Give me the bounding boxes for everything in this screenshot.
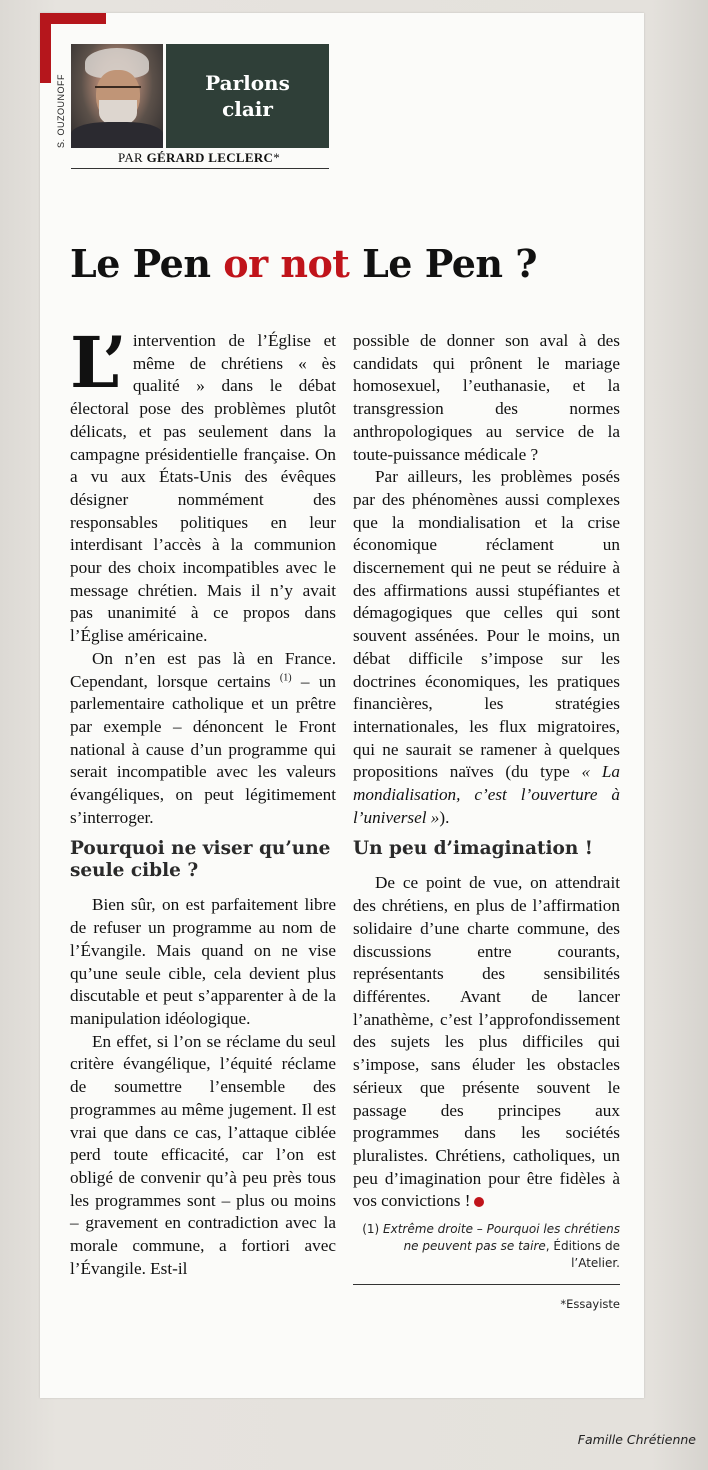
headline-part-3: Le Pen ? xyxy=(349,241,538,286)
paragraph-6-quote: « La mondialisation, c’est l’ouverture à l’universel » xyxy=(353,762,620,827)
footnote-divider xyxy=(353,1284,620,1285)
red-corner-mark-top xyxy=(40,13,106,24)
paragraph-7-text: De ce point de vue, on attendrait des chrétiens, en plus de l’affirmation solidaire d’une charte commune, des discussions entre courants, représentants des sensibilités différentes. Avant de lancer l’anathème, c’est l’approfondissement des sujets les plus difficiles qui s’impose, sans éluder les obstacles sérieux que présente souvent le passage des principes aux programmes dans les sociétés pluralistes. Chrétiens, catholiques, un peu d’imagination pour être fidèles à vos convictions ! xyxy=(353,873,620,1211)
end-mark-icon xyxy=(474,1197,484,1207)
footnote-title: Extrême droite – Pourquoi les chrétiens ne peuvent pas se taire xyxy=(383,1222,620,1254)
byline xyxy=(118,150,280,166)
paragraph-4: En effet, si l’on se réclame du seul critère évangélique, l’équité réclame de soumettre l’ensemble des programmes au même jugement. Il est vrai que dans ce cas, l’attaque ciblée perd toute efficacité, car l’on est obligé de convenir qu’à peu près tous les programmes sont – plus ou moins – gravement en contradiction avec la morale commune, a fortiori avec l’Évangile. Est-il xyxy=(70,1031,336,1278)
paragraph-3: Bien sûr, on est parfaitement libre de refuser un programme au nom de l’Évangile. Mais quand on ne vise qu’une seule cible, cela devient plus discutable et peut s’apparenter à de la manipulation idéologique. xyxy=(70,895,336,1028)
paragraph-2-text-b: – un parlementaire catholique et un prêtre par exemple – dénoncent le Front national à cause d’un programme qui serait incompatible avec les valeurs évangéliques, on peut légitimement s’interroger. xyxy=(70,671,337,827)
column-left xyxy=(70,321,337,1280)
paragraph-7 xyxy=(353,872,620,1213)
author-photo xyxy=(71,44,163,148)
footnote-ref: (1) xyxy=(279,671,292,683)
paragraph-6-text-a: Par ailleurs, les problèmes posés par des phénomènes aussi complexes que la mondialisation et la crise économique réclament un discernement qui ne peut se réduire à des affirmations aussi stupéfiantes et démagogiques que celles qui sont souvent assénées. Pour le moins, un débat difficile s’impose sur les doctrines économiques, les pratiques financières, les stratégies internationales, les flux migratoires, qui ne saurait se ramener à quelques propositions naïves (du type xyxy=(353,467,620,782)
byline-mark: * xyxy=(273,150,281,165)
paragraph-6-text-b: ). xyxy=(439,807,450,827)
paragraph-5: possible de donner son aval à des candidats qui prônent le mariage homosexuel, l’euthanasie, et la transgression des normes anthropologiques au service de la toute-puissance médicale ? xyxy=(353,331,620,464)
headline-part-1: Le Pen xyxy=(70,241,224,286)
paragraph-1 xyxy=(70,321,336,648)
column-right xyxy=(353,330,620,1316)
paragraph-2 xyxy=(70,648,336,830)
drop-cap: L’ xyxy=(70,321,127,404)
article-card xyxy=(40,13,644,1398)
magazine-name: Famille Chrétienne xyxy=(577,1432,696,1447)
footnote xyxy=(353,1221,620,1272)
headline-part-2: or not xyxy=(223,241,350,286)
paragraph-2-text-a: On n’en est pas là en France. Cependant, lorsque certains xyxy=(70,648,336,691)
paragraph-1-text: intervention de l’Église et même de chrétiens « ès qualité » dans le débat électoral pose des problèmes plutôt délicats, et pas seulement dans la campagne présidentielle française. On a vu aux États-Unis des évêques désigner nommément des responsables politiques en leur interdisant l’accès à la communion pour des choix incompatibles avec le message chrétien. Mais il n’y avait pas unanimité à ce propos dans l’Église américaine. xyxy=(70,331,336,646)
subheading-1: Pourquoi ne viser qu’une seule cible ? xyxy=(70,838,331,882)
headline xyxy=(70,241,630,286)
photo-credit: S. OUZOUNOFF xyxy=(56,74,66,148)
rubric-line-2: clair xyxy=(222,97,273,121)
rubric-banner xyxy=(166,44,329,148)
footnote-publisher: , Éditions de l’Atelier. xyxy=(545,1239,620,1271)
rubric-line-1: Parlons xyxy=(205,71,290,95)
byline-divider xyxy=(71,168,329,169)
byline-prefix: PAR xyxy=(118,150,143,165)
subheading-2: Un peu d’imagination ! xyxy=(353,838,593,860)
author-note: *Essayiste xyxy=(560,1297,620,1312)
byline-author: GÉRARD LECLERC xyxy=(146,150,274,165)
footnote-number: (1) xyxy=(362,1222,380,1237)
paragraph-6 xyxy=(353,466,620,829)
